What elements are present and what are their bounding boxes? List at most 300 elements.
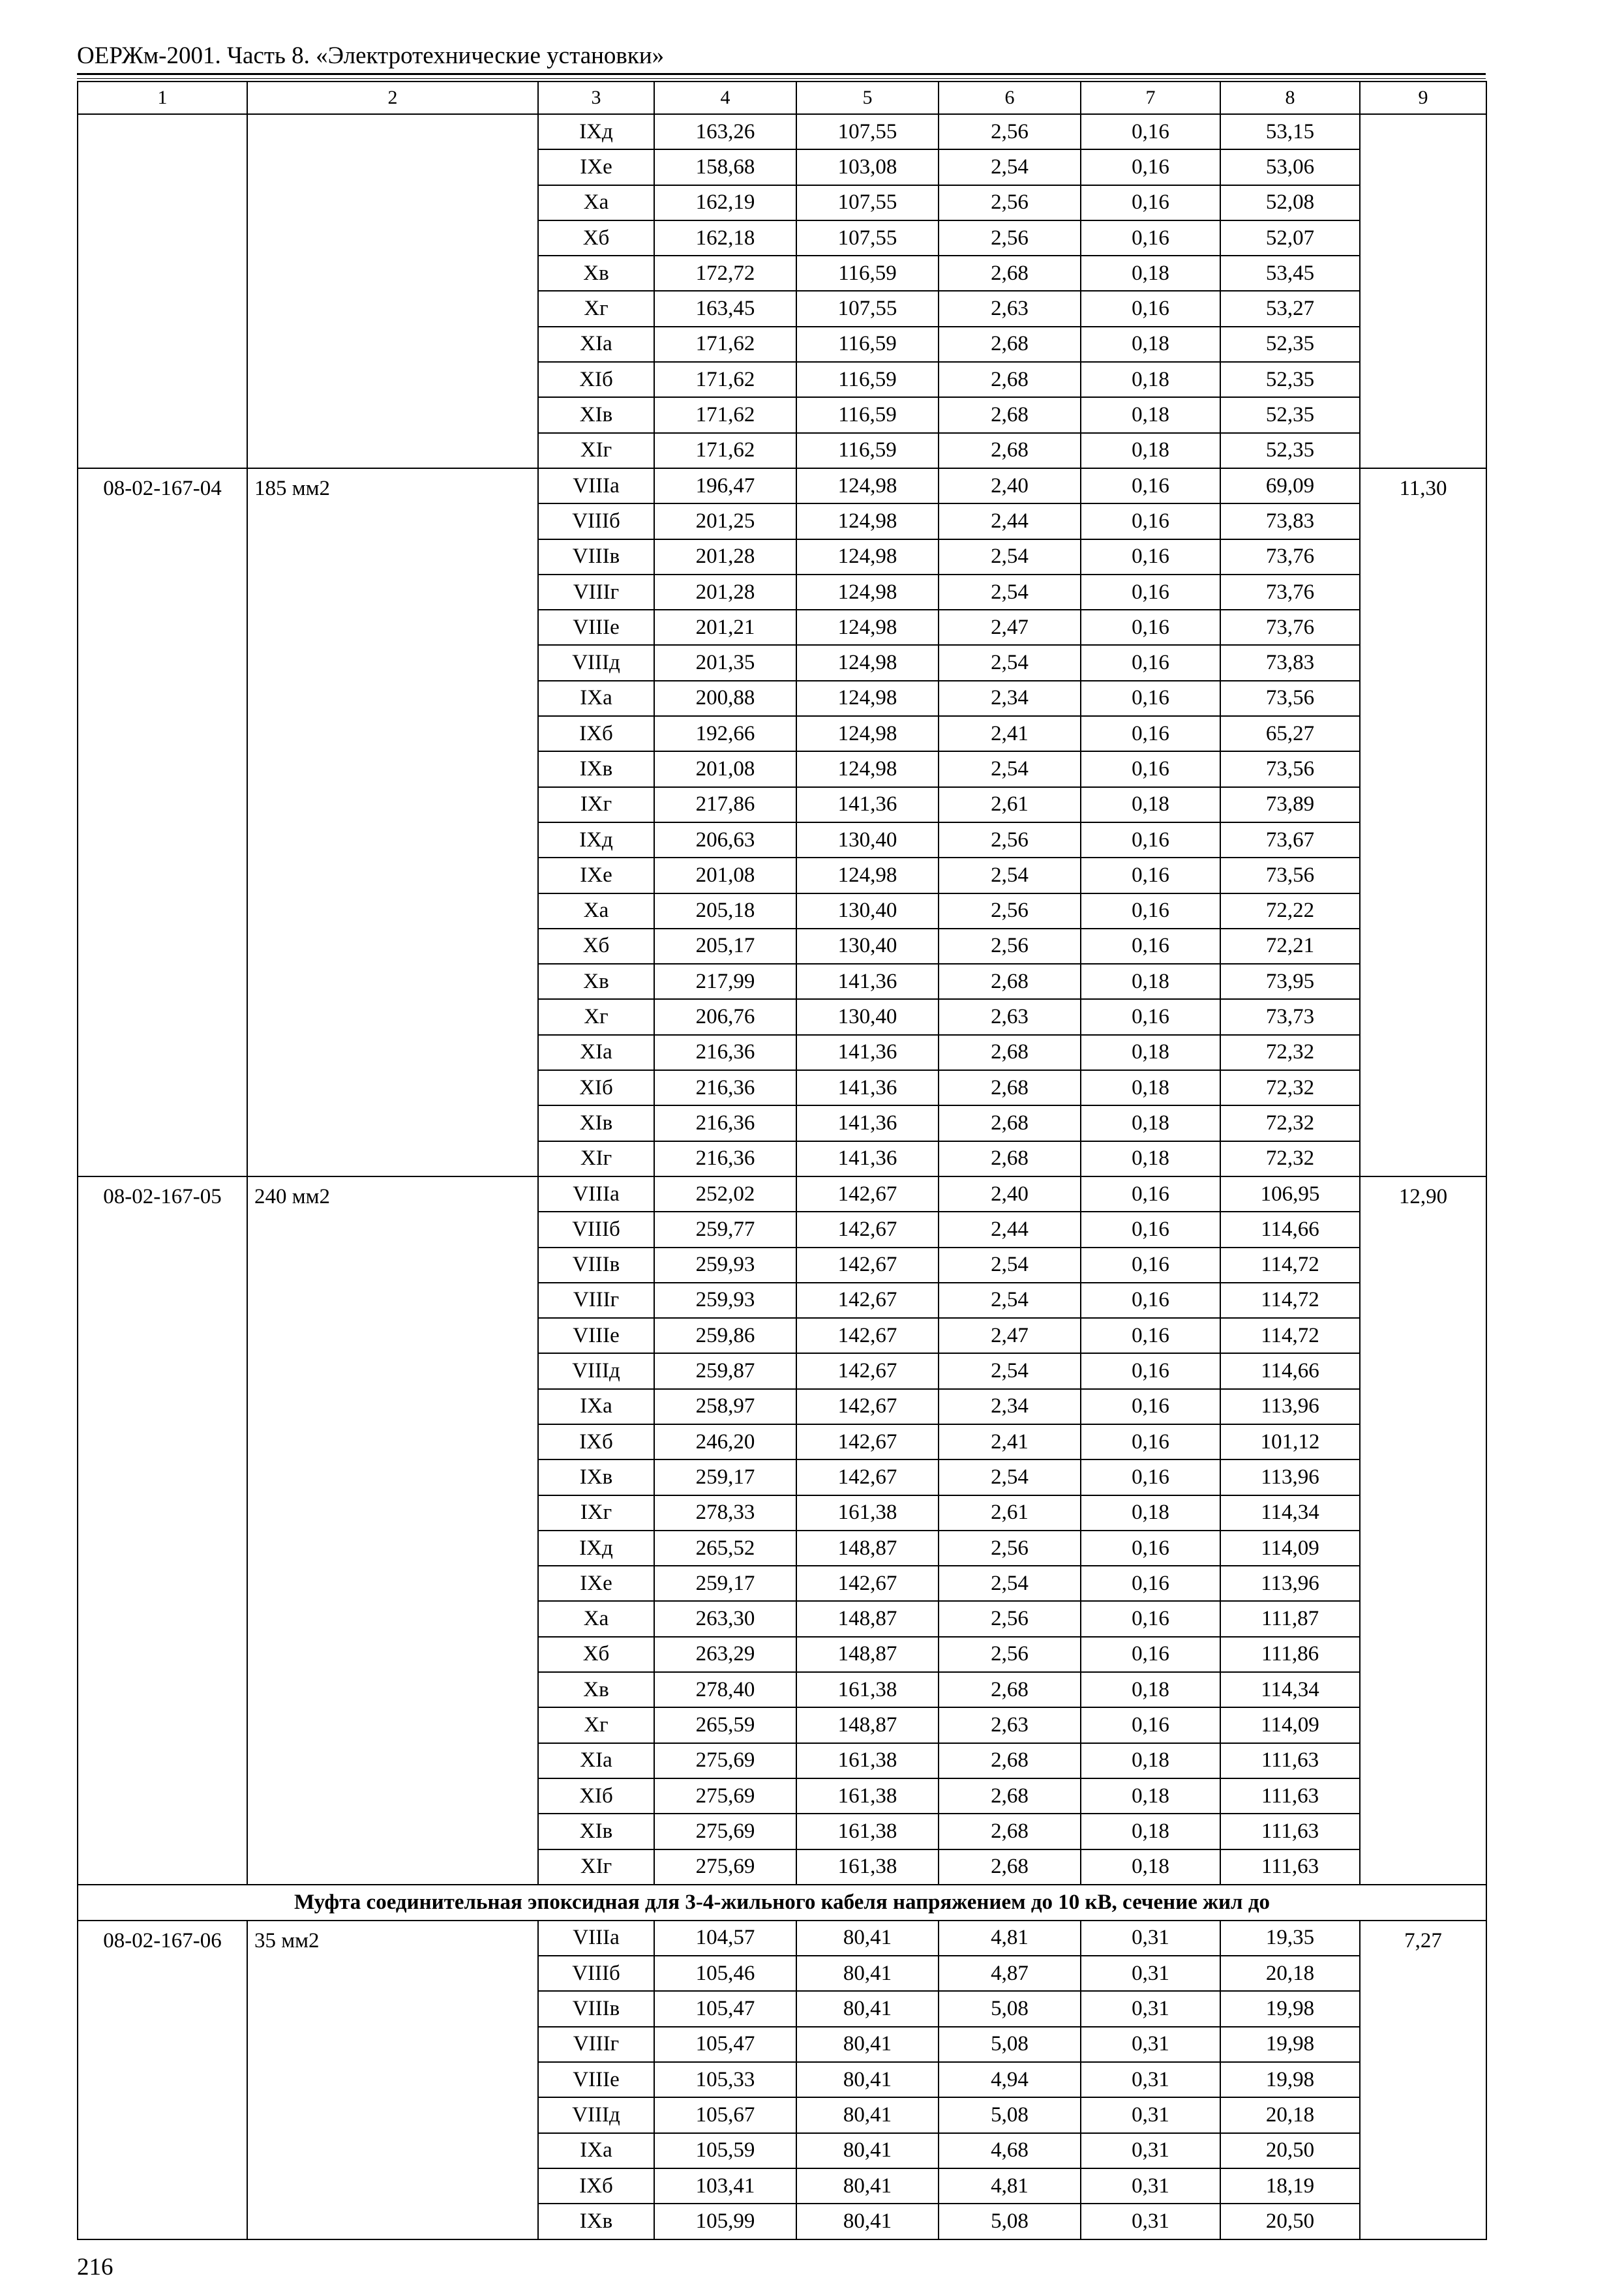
col6-cell: 2,56 — [939, 822, 1081, 858]
document-title: ОЕРЖм-2001. Часть 8. «Электротехнические установки» — [77, 42, 665, 69]
col4-cell: 196,47 — [654, 468, 796, 503]
col8-cell: 101,12 — [1220, 1424, 1360, 1459]
voltage-class-cell: Xв — [538, 1672, 654, 1707]
page-header — [77, 38, 1486, 74]
col7-cell: 0,18 — [1081, 362, 1220, 397]
col4-cell: 163,26 — [654, 114, 796, 149]
voltage-class-cell: Xг — [538, 291, 654, 326]
col4-cell: 246,20 — [654, 1424, 796, 1459]
col4-cell: 162,18 — [654, 220, 796, 256]
col8-cell: 72,32 — [1220, 1070, 1360, 1105]
voltage-class-cell: XIа — [538, 1035, 654, 1070]
col7-cell: 0,18 — [1081, 1849, 1220, 1885]
col7-cell: 0,16 — [1081, 681, 1220, 716]
col7-cell: 0,16 — [1081, 1389, 1220, 1424]
voltage-class-cell: Xб — [538, 929, 654, 964]
voltage-class-cell: Xа — [538, 893, 654, 929]
col4-cell: 265,52 — [654, 1531, 796, 1566]
voltage-class-cell: XIб — [538, 362, 654, 397]
col4-cell: 259,86 — [654, 1318, 796, 1353]
col7-cell: 0,18 — [1081, 1141, 1220, 1176]
col7-cell: 0,18 — [1081, 1778, 1220, 1814]
col4-cell: 105,47 — [654, 2027, 796, 2062]
col6-cell: 2,61 — [939, 1495, 1081, 1531]
voltage-class-cell: VIIIб — [538, 1212, 654, 1247]
col7-cell: 0,31 — [1081, 1921, 1220, 1956]
col8-cell: 52,35 — [1220, 433, 1360, 468]
col5-cell: 161,38 — [796, 1778, 939, 1814]
col6-cell: 2,63 — [939, 1707, 1081, 1743]
col4-cell: 105,59 — [654, 2133, 796, 2168]
voltage-class-cell: IXд — [538, 1531, 654, 1566]
col5-cell: 80,41 — [796, 1921, 939, 1956]
col8-cell: 114,09 — [1220, 1707, 1360, 1743]
col8-cell: 53,06 — [1220, 149, 1360, 185]
col6-cell: 2,68 — [939, 1743, 1081, 1778]
col4-cell: 258,97 — [654, 1389, 796, 1424]
voltage-class-cell: IXв — [538, 751, 654, 786]
cable-section-cell: 240 мм2 — [247, 1176, 538, 1885]
voltage-class-cell: IXа — [538, 2133, 654, 2168]
col6-cell: 2,41 — [939, 1424, 1081, 1459]
col5-cell: 148,87 — [796, 1531, 939, 1566]
col6-cell: 2,68 — [939, 1672, 1081, 1707]
col8-cell: 114,72 — [1220, 1318, 1360, 1353]
col7-cell: 0,16 — [1081, 929, 1220, 964]
col4-cell: 259,77 — [654, 1212, 796, 1247]
voltage-class-cell: XIг — [538, 1141, 654, 1176]
col8-cell: 111,87 — [1220, 1601, 1360, 1636]
col4-cell: 252,02 — [654, 1176, 796, 1212]
voltage-class-cell: VIIIе — [538, 610, 654, 645]
col7-cell: 0,31 — [1081, 2062, 1220, 2097]
col5-cell: 141,36 — [796, 1035, 939, 1070]
col5-cell: 142,67 — [796, 1176, 939, 1212]
voltage-class-cell: XIа — [538, 327, 654, 362]
col5-cell: 141,36 — [796, 1070, 939, 1105]
col8-cell: 73,95 — [1220, 964, 1360, 999]
col4-cell: 171,62 — [654, 433, 796, 468]
col7-cell: 0,18 — [1081, 397, 1220, 432]
col6-cell: 2,68 — [939, 1070, 1081, 1105]
col8-cell: 113,96 — [1220, 1566, 1360, 1601]
voltage-class-cell: VIIIг — [538, 575, 654, 610]
voltage-class-cell: IXг — [538, 787, 654, 822]
col4-cell: 278,40 — [654, 1672, 796, 1707]
col8-cell: 73,89 — [1220, 787, 1360, 822]
col6-cell: 2,61 — [939, 787, 1081, 822]
col6-cell: 2,54 — [939, 575, 1081, 610]
col7-cell: 0,16 — [1081, 149, 1220, 185]
col6-cell: 2,63 — [939, 291, 1081, 326]
col8-cell: 53,15 — [1220, 114, 1360, 149]
col6-cell: 2,68 — [939, 1849, 1081, 1885]
voltage-class-cell: VIIIд — [538, 645, 654, 680]
col6-cell: 2,68 — [939, 1141, 1081, 1176]
col7-cell: 0,18 — [1081, 1105, 1220, 1141]
col7-cell: 0,16 — [1081, 645, 1220, 680]
col5-cell: 142,67 — [796, 1248, 939, 1283]
col8-cell: 52,35 — [1220, 327, 1360, 362]
col7-cell: 0,16 — [1081, 503, 1220, 539]
rate-code-cell: 08-02-167-06 — [78, 1921, 247, 2239]
col6-cell: 2,68 — [939, 327, 1081, 362]
col6-cell: 2,56 — [939, 114, 1081, 149]
col4-cell: 217,86 — [654, 787, 796, 822]
col8-cell: 72,32 — [1220, 1105, 1360, 1141]
col6-cell: 5,08 — [939, 1991, 1081, 2026]
col5-cell: 161,38 — [796, 1672, 939, 1707]
col5-cell: 148,87 — [796, 1707, 939, 1743]
col5-cell: 130,40 — [796, 999, 939, 1034]
col4-cell: 216,36 — [654, 1070, 796, 1105]
col4-cell: 259,93 — [654, 1283, 796, 1318]
column-number: 3 — [538, 82, 654, 114]
col6-cell: 2,56 — [939, 893, 1081, 929]
col8-cell: 114,66 — [1220, 1212, 1360, 1247]
col5-cell: 161,38 — [796, 1814, 939, 1849]
col8-cell: 114,72 — [1220, 1283, 1360, 1318]
col8-cell: 20,18 — [1220, 1956, 1360, 1991]
voltage-class-cell: XIг — [538, 1849, 654, 1885]
col4-cell: 263,30 — [654, 1601, 796, 1636]
col7-cell: 0,18 — [1081, 1672, 1220, 1707]
col8-cell: 111,63 — [1220, 1743, 1360, 1778]
col6-cell: 4,87 — [939, 1956, 1081, 1991]
col8-cell: 72,32 — [1220, 1141, 1360, 1176]
table-row — [78, 1176, 1486, 1212]
col6-cell: 2,44 — [939, 503, 1081, 539]
col6-cell: 2,41 — [939, 716, 1081, 751]
cable-section-cell: 35 мм2 — [247, 1921, 538, 2239]
col5-cell: 130,40 — [796, 893, 939, 929]
col7-cell: 0,18 — [1081, 256, 1220, 291]
col9-cell — [1360, 114, 1486, 468]
col7-cell: 0,16 — [1081, 610, 1220, 645]
col5-cell: 141,36 — [796, 1141, 939, 1176]
col7-cell: 0,16 — [1081, 1707, 1220, 1743]
col7-cell: 0,16 — [1081, 751, 1220, 786]
column-number: 5 — [796, 82, 939, 114]
col7-cell: 0,16 — [1081, 822, 1220, 858]
col4-cell: 158,68 — [654, 149, 796, 185]
voltage-class-cell: IXб — [538, 716, 654, 751]
col4-cell: 275,69 — [654, 1814, 796, 1849]
col5-cell: 142,67 — [796, 1353, 939, 1388]
col8-cell: 73,76 — [1220, 575, 1360, 610]
col5-cell: 124,98 — [796, 610, 939, 645]
col8-cell: 73,67 — [1220, 822, 1360, 858]
col6-cell: 4,68 — [939, 2133, 1081, 2168]
col5-cell: 130,40 — [796, 822, 939, 858]
cable-section-cell: 185 мм2 — [247, 468, 538, 1176]
col8-cell: 53,45 — [1220, 256, 1360, 291]
col8-cell: 111,63 — [1220, 1849, 1360, 1885]
col7-cell: 0,16 — [1081, 1248, 1220, 1283]
cable-section-cell — [247, 114, 538, 468]
col5-cell: 161,38 — [796, 1495, 939, 1531]
col5-cell: 116,59 — [796, 256, 939, 291]
voltage-class-cell: Xб — [538, 220, 654, 256]
col7-cell: 0,31 — [1081, 1956, 1220, 1991]
col7-cell: 0,16 — [1081, 1353, 1220, 1388]
col8-cell: 111,63 — [1220, 1778, 1360, 1814]
col7-cell: 0,18 — [1081, 1035, 1220, 1070]
col4-cell: 206,76 — [654, 999, 796, 1034]
col7-cell: 0,16 — [1081, 1637, 1220, 1672]
col5-cell: 80,41 — [796, 2133, 939, 2168]
col5-cell: 107,55 — [796, 291, 939, 326]
col6-cell: 2,40 — [939, 468, 1081, 503]
voltage-class-cell: VIIIе — [538, 2062, 654, 2097]
col4-cell: 192,66 — [654, 716, 796, 751]
column-number-row — [78, 82, 1486, 114]
col4-cell: 171,62 — [654, 397, 796, 432]
col6-cell: 2,63 — [939, 999, 1081, 1034]
col8-cell: 20,50 — [1220, 2204, 1360, 2239]
col7-cell: 0,16 — [1081, 1212, 1220, 1247]
col6-cell: 2,56 — [939, 220, 1081, 256]
col8-cell: 72,21 — [1220, 929, 1360, 964]
col7-cell: 0,18 — [1081, 964, 1220, 999]
voltage-class-cell: IXе — [538, 1566, 654, 1601]
col8-cell: 73,56 — [1220, 681, 1360, 716]
voltage-class-cell: VIIIд — [538, 1353, 654, 1388]
voltage-class-cell: VIIIб — [538, 503, 654, 539]
col4-cell: 171,62 — [654, 327, 796, 362]
col7-cell: 0,31 — [1081, 1991, 1220, 2026]
table-row — [78, 114, 1486, 149]
rate-code-cell — [78, 114, 247, 468]
col5-cell: 80,41 — [796, 1956, 939, 1991]
voltage-class-cell: IXе — [538, 149, 654, 185]
col6-cell: 5,08 — [939, 2027, 1081, 2062]
col6-cell: 2,56 — [939, 929, 1081, 964]
col6-cell: 2,68 — [939, 1035, 1081, 1070]
voltage-class-cell: VIIIе — [538, 1318, 654, 1353]
col4-cell: 216,36 — [654, 1035, 796, 1070]
col6-cell: 2,54 — [939, 1353, 1081, 1388]
col6-cell: 2,68 — [939, 1814, 1081, 1849]
col4-cell: 205,18 — [654, 893, 796, 929]
col6-cell: 2,47 — [939, 1318, 1081, 1353]
col6-cell: 2,54 — [939, 1459, 1081, 1495]
col4-cell: 206,63 — [654, 822, 796, 858]
col6-cell: 2,56 — [939, 1601, 1081, 1636]
voltage-class-cell: IXв — [538, 1459, 654, 1495]
col6-cell: 2,54 — [939, 1283, 1081, 1318]
col7-cell: 0,16 — [1081, 1459, 1220, 1495]
col8-cell: 114,34 — [1220, 1495, 1360, 1531]
col6-cell: 2,56 — [939, 185, 1081, 220]
col5-cell: 141,36 — [796, 1105, 939, 1141]
col6-cell: 4,81 — [939, 2168, 1081, 2204]
col5-cell: 124,98 — [796, 645, 939, 680]
col5-cell: 124,98 — [796, 681, 939, 716]
col5-cell: 130,40 — [796, 929, 939, 964]
voltage-class-cell: XIб — [538, 1070, 654, 1105]
rate-code-cell: 08-02-167-05 — [78, 1176, 247, 1885]
col4-cell: 201,28 — [654, 539, 796, 575]
col4-cell: 216,36 — [654, 1105, 796, 1141]
col6-cell: 5,08 — [939, 2204, 1081, 2239]
voltage-class-cell: IXг — [538, 1495, 654, 1531]
col7-cell: 0,16 — [1081, 1318, 1220, 1353]
col4-cell: 259,17 — [654, 1459, 796, 1495]
voltage-class-cell: VIIIд — [538, 2097, 654, 2132]
col5-cell: 80,41 — [796, 2168, 939, 2204]
col6-cell: 2,54 — [939, 645, 1081, 680]
col7-cell: 0,16 — [1081, 858, 1220, 893]
col4-cell: 172,72 — [654, 256, 796, 291]
voltage-class-cell: XIв — [538, 1814, 654, 1849]
voltage-class-cell: IXа — [538, 681, 654, 716]
col8-cell: 73,83 — [1220, 645, 1360, 680]
col9-cell: 7,27 — [1360, 1921, 1486, 2239]
voltage-class-cell: Xг — [538, 1707, 654, 1743]
col6-cell: 2,68 — [939, 397, 1081, 432]
voltage-class-cell: VIIIа — [538, 1921, 654, 1956]
voltage-class-cell: IXа — [538, 1389, 654, 1424]
col5-cell: 80,41 — [796, 2204, 939, 2239]
col8-cell: 19,35 — [1220, 1921, 1360, 1956]
col4-cell: 216,36 — [654, 1141, 796, 1176]
col7-cell: 0,18 — [1081, 1070, 1220, 1105]
col6-cell: 2,34 — [939, 681, 1081, 716]
col5-cell: 142,67 — [796, 1389, 939, 1424]
section-heading: Муфта соединительная эпоксидная для 3-4-жильного кабеля напряжением до 10 кВ, сечение жил до — [78, 1885, 1486, 1921]
column-number: 8 — [1220, 82, 1360, 114]
voltage-class-cell: Xв — [538, 964, 654, 999]
col8-cell: 73,56 — [1220, 858, 1360, 893]
col7-cell: 0,16 — [1081, 893, 1220, 929]
col5-cell: 116,59 — [796, 327, 939, 362]
col7-cell: 0,31 — [1081, 2097, 1220, 2132]
voltage-class-cell: VIIIг — [538, 1283, 654, 1318]
col7-cell: 0,16 — [1081, 1566, 1220, 1601]
col4-cell: 162,19 — [654, 185, 796, 220]
col8-cell: 20,50 — [1220, 2133, 1360, 2168]
col8-cell: 111,63 — [1220, 1814, 1360, 1849]
col4-cell: 205,17 — [654, 929, 796, 964]
col6-cell: 2,68 — [939, 1778, 1081, 1814]
col5-cell: 80,41 — [796, 1991, 939, 2026]
col7-cell: 0,16 — [1081, 1531, 1220, 1566]
col5-cell: 80,41 — [796, 2097, 939, 2132]
voltage-class-cell: XIг — [538, 433, 654, 468]
col6-cell: 4,94 — [939, 2062, 1081, 2097]
col6-cell: 2,56 — [939, 1531, 1081, 1566]
col8-cell: 111,86 — [1220, 1637, 1360, 1672]
col7-cell: 0,18 — [1081, 1743, 1220, 1778]
col5-cell: 161,38 — [796, 1849, 939, 1885]
col7-cell: 0,16 — [1081, 468, 1220, 503]
col7-cell: 0,18 — [1081, 1814, 1220, 1849]
col7-cell: 0,31 — [1081, 2027, 1220, 2062]
col6-cell: 2,68 — [939, 964, 1081, 999]
voltage-class-cell: VIIIа — [538, 1176, 654, 1212]
col6-cell: 2,54 — [939, 1248, 1081, 1283]
table-row — [78, 1921, 1486, 1956]
col5-cell: 116,59 — [796, 433, 939, 468]
col8-cell: 69,09 — [1220, 468, 1360, 503]
col7-cell: 0,31 — [1081, 2133, 1220, 2168]
page-number: 216 — [77, 2254, 113, 2281]
col5-cell: 148,87 — [796, 1637, 939, 1672]
col5-cell: 124,98 — [796, 858, 939, 893]
voltage-class-cell: XIа — [538, 1743, 654, 1778]
voltage-class-cell: Xг — [538, 999, 654, 1034]
col5-cell: 80,41 — [796, 2027, 939, 2062]
col5-cell: 107,55 — [796, 114, 939, 149]
col6-cell: 2,54 — [939, 751, 1081, 786]
header-rule-thin — [77, 78, 1486, 79]
table-row — [78, 468, 1486, 503]
col7-cell: 0,18 — [1081, 433, 1220, 468]
col8-cell: 113,96 — [1220, 1459, 1360, 1495]
col4-cell: 275,69 — [654, 1743, 796, 1778]
header-rule-thick — [77, 73, 1486, 75]
section-heading-row — [78, 1885, 1486, 1921]
col8-cell: 114,66 — [1220, 1353, 1360, 1388]
col8-cell: 73,76 — [1220, 539, 1360, 575]
col9-cell: 11,30 — [1360, 468, 1486, 1176]
col7-cell: 0,16 — [1081, 185, 1220, 220]
col5-cell: 124,98 — [796, 716, 939, 751]
col8-cell: 114,09 — [1220, 1531, 1360, 1566]
col7-cell: 0,18 — [1081, 1495, 1220, 1531]
col7-cell: 0,16 — [1081, 291, 1220, 326]
col5-cell: 142,67 — [796, 1566, 939, 1601]
col5-cell: 103,08 — [796, 149, 939, 185]
col8-cell: 73,56 — [1220, 751, 1360, 786]
col4-cell: 200,88 — [654, 681, 796, 716]
col8-cell: 114,34 — [1220, 1672, 1360, 1707]
col4-cell: 201,08 — [654, 751, 796, 786]
col4-cell: 105,67 — [654, 2097, 796, 2132]
col5-cell: 107,55 — [796, 185, 939, 220]
col9-cell: 12,90 — [1360, 1176, 1486, 1885]
col8-cell: 52,35 — [1220, 362, 1360, 397]
col4-cell: 105,46 — [654, 1956, 796, 1991]
col6-cell: 2,54 — [939, 149, 1081, 185]
col6-cell: 2,68 — [939, 1105, 1081, 1141]
column-number: 7 — [1081, 82, 1220, 114]
col4-cell: 104,57 — [654, 1921, 796, 1956]
col8-cell: 73,73 — [1220, 999, 1360, 1034]
col4-cell: 275,69 — [654, 1849, 796, 1885]
col7-cell: 0,16 — [1081, 114, 1220, 149]
col4-cell: 171,62 — [654, 362, 796, 397]
col5-cell: 142,67 — [796, 1459, 939, 1495]
col6-cell: 2,68 — [939, 433, 1081, 468]
rates-table — [77, 81, 1487, 2240]
col7-cell: 0,16 — [1081, 999, 1220, 1034]
col8-cell: 106,95 — [1220, 1176, 1360, 1212]
col4-cell: 259,93 — [654, 1248, 796, 1283]
col8-cell: 19,98 — [1220, 1991, 1360, 2026]
col7-cell: 0,16 — [1081, 1424, 1220, 1459]
col5-cell: 107,55 — [796, 220, 939, 256]
voltage-class-cell: VIIIа — [538, 468, 654, 503]
col6-cell: 4,81 — [939, 1921, 1081, 1956]
voltage-class-cell: IXб — [538, 1424, 654, 1459]
col4-cell: 217,99 — [654, 964, 796, 999]
col7-cell: 0,18 — [1081, 327, 1220, 362]
voltage-class-cell: Xа — [538, 1601, 654, 1636]
col4-cell: 105,99 — [654, 2204, 796, 2239]
col5-cell: 141,36 — [796, 964, 939, 999]
